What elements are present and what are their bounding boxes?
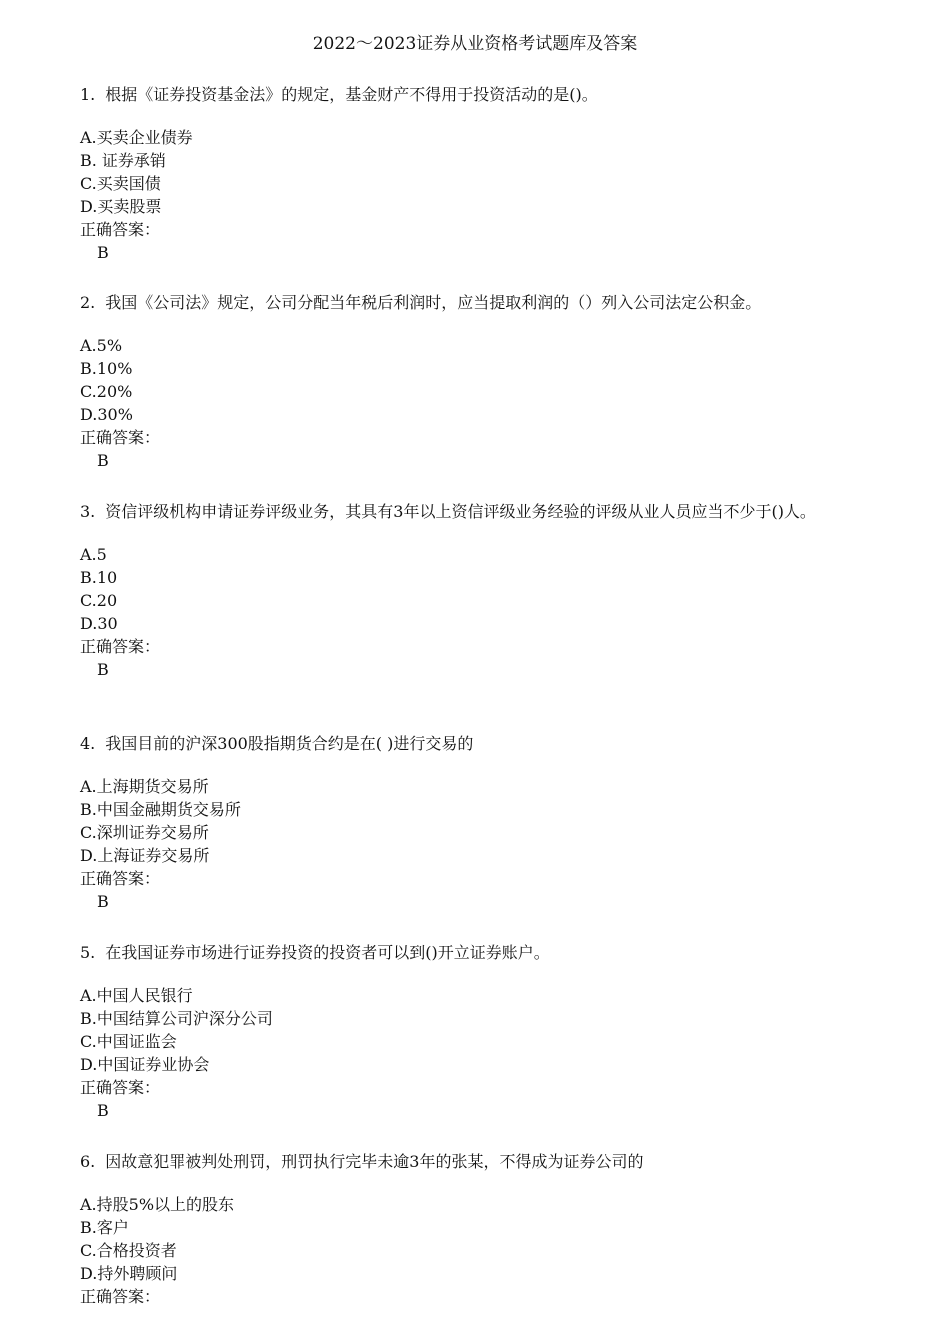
option-d: D.30% <box>80 405 133 424</box>
option-c: C.中国证监会 <box>80 1032 177 1051</box>
option-b: B.10% <box>80 359 133 378</box>
options-list <box>80 543 880 635</box>
answer-value: B <box>97 451 109 470</box>
option-c: C.合格投资者 <box>80 1241 177 1260</box>
question-number: 2. <box>80 293 96 312</box>
question-number: 4. <box>80 734 96 753</box>
answer-value: B <box>97 243 109 262</box>
question-number: 6. <box>80 1152 96 1171</box>
option-b: B. 证券承销 <box>80 151 166 170</box>
answer-value: B <box>97 1101 109 1120</box>
question-stem <box>80 83 880 106</box>
option-a: A.中国人民银行 <box>80 986 193 1005</box>
answer-label: 正确答案： <box>80 637 161 656</box>
question-number: 1. <box>80 85 96 104</box>
question-text: 因故意犯罪被判处刑罚，刑罚执行完毕未逾3年的张某，不得成为证券公司的 <box>105 1152 644 1171</box>
option-b: B.中国金融期货交易所 <box>80 800 241 819</box>
page-title: 2022～2023证券从业资格考试题库及答案 <box>312 34 638 54</box>
question-text: 我国《公司法》规定，公司分配当年税后利润时，应当提取利润的（）列入公司法定公积金。 <box>105 293 762 312</box>
answer-label: 正确答案： <box>80 869 161 888</box>
question-stem <box>80 291 880 314</box>
question-text: 资信评级机构申请证券评级业务，其具有3年以上资信评级业务经验的评级从业人员应当不少于()人。 <box>105 502 816 521</box>
question-stem <box>80 732 880 755</box>
question-6 <box>80 1150 880 1308</box>
question-number: 5. <box>80 943 96 962</box>
answer-value: B <box>97 892 109 911</box>
option-a: A.5% <box>80 336 123 355</box>
option-c: C.深圳证券交易所 <box>80 823 209 842</box>
option-a: A.5 <box>80 545 107 564</box>
answer-value: B <box>97 660 109 679</box>
question-text: 我国目前的沪深300股指期货合约是在( )进行交易的 <box>105 734 474 753</box>
option-c: C.20 <box>80 591 118 610</box>
question-text: 根据《证券投资基金法》的规定，基金财产不得用于投资活动的是()。 <box>105 85 598 104</box>
option-c: C.20% <box>80 382 133 401</box>
option-d: D.持外聘顾问 <box>80 1264 178 1283</box>
question-2 <box>80 291 880 472</box>
options-list <box>80 1193 880 1285</box>
options-list <box>80 334 880 426</box>
question-3 <box>80 500 880 681</box>
answer-label: 正确答案： <box>80 220 161 239</box>
question-1 <box>80 83 880 264</box>
question-number: 3. <box>80 502 96 521</box>
answer-label: 正确答案： <box>80 1078 161 1097</box>
question-text: 在我国证券市场进行证券投资的投资者可以到()开立证券账户。 <box>105 943 550 962</box>
option-d: D.买卖股票 <box>80 197 162 216</box>
option-b: B.10 <box>80 568 118 587</box>
question-4 <box>80 732 880 913</box>
option-d: D.上海证券交易所 <box>80 846 210 865</box>
options-list <box>80 775 880 867</box>
option-d: D.中国证券业协会 <box>80 1055 210 1074</box>
question-stem <box>80 941 880 964</box>
option-a: A.持股5%以上的股东 <box>80 1195 235 1214</box>
option-a: A.买卖企业债券 <box>80 128 193 147</box>
question-stem <box>80 1150 880 1173</box>
option-c: C.买卖国债 <box>80 174 161 193</box>
options-list <box>80 126 880 218</box>
options-list <box>80 984 880 1076</box>
option-a: A.上海期货交易所 <box>80 777 209 796</box>
option-d: D.30 <box>80 614 118 633</box>
answer-label: 正确答案： <box>80 428 161 447</box>
question-5 <box>80 941 880 1122</box>
question-stem <box>80 500 880 523</box>
option-b: B.中国结算公司沪深分公司 <box>80 1009 273 1028</box>
option-b: B.客户 <box>80 1218 129 1237</box>
answer-label: 正确答案： <box>80 1287 161 1306</box>
